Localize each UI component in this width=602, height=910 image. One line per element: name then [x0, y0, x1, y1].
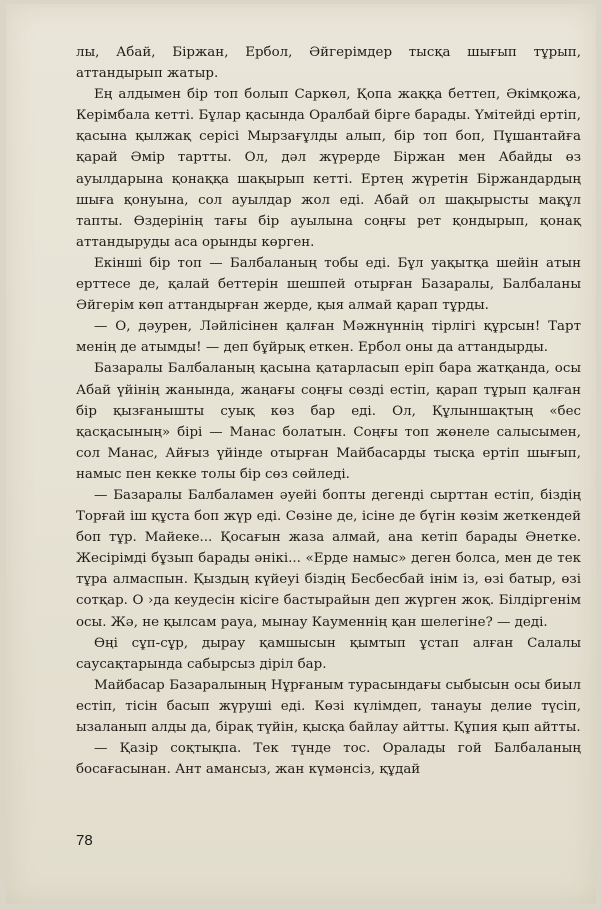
paragraph: — Базаралы Балбаламен әуейі бопты дегенді сырттан естіп, біздің Торғай іш құста боп жүр еді. Сөзіне де, ісіне де бүгін көзім жеткендей боп тұр. Майеке... Қосағын жаза алмай, ана кетіп барады Әнетке. Жесірімді бұзып барады әнікі... «Ерде намыс» деген болса, мен де тек тұра алмаспын. Қыздың күйеуі біздің Бесбесбай інім із, өзі батыр, өзі сотқар. О ›да кеудесін кісіге бастырайын деп жүрген жоқ. Білдіргенім осы. Жә, не қылсам рауа, мынау Кауменнің қан шелегіне? — деді. [76, 487, 581, 630]
paragraph: Ең алдымен бір топ болып Саркөл, Қопа жаққа беттеп, Әкімқожа, Керімбала кетті. Бұлар қасында Оралбай бірге барады. Үмітейді ертіп, қасына қылжақ серісі Мырзағұлды алып, бір топ боп, Пұшантайға қарай Әмір тартты. Ол, дәл жүрерде Біржан мен Абайды өз ауылдарына қонаққа шақырып кетті. Ертең жүретін Біржандардың шыға қонуына, сол ауылдар жол еді. Абай ол шақырысты мақұл тапты. Өздерінің тағы бір ауылына соңғы рет қондырып, қонақ аттандыруды аса орынды көрген. [76, 87, 581, 250]
page-number: 78 [76, 832, 93, 849]
paragraph: — О, дәурен, Ләйлісінен қалған Мәжнүннің тірлігі құрсын! Тарт менің де атымды! — деп бұйрық еткен. Ербол оны да аттандырды. [76, 319, 581, 356]
book-page [6, 4, 596, 904]
page-text [76, 42, 581, 780]
paragraph: Майбасар Базаралының Нұрғаным турасындағы сыбысын осы биыл естіп, тісін басып жүруші еді. Көзі күлімдеп, танауы делие түсіп, ызаланып алды да, бірақ түйін, қысқа байлау айтты. Құпия қып айтты. [76, 677, 581, 735]
paragraph: Өңі сұп-сұр, дырау қамшысын қымтып ұстап алған Салалы саусақтарында сабырсыз діріл бар. [76, 635, 581, 672]
paragraph: Базаралы Балбаланың қасына қатарласып еріп бара жатқанда, осы Абай үйінің жанында, жаңағы соңғы сөзді естіп, қарап тұрып қалған бір қызғанышты суық көз бар еді. Ол, Құлыншақтың «бес қасқасының» бірі — Манас болатын. Соңғы топ жөнеле салысымен, сол Манас, Айғыз үйінде отырған Майбасарды тысқа ертіп шығып, намыс пен кекке толы бір сөз сөйледі. [76, 361, 581, 482]
paragraph: — Қазір соқтықпа. Тек түнде тос. Оралады гой Балбаланың босағасынан. Ант амансыз, жан күмәнсіз, құдай [76, 741, 581, 778]
paragraph-continuation: лы, Абай, Біржан, Ербол, Әйгерімдер тысқа шығып тұрып, аттандырып жатыр. [76, 45, 581, 82]
paragraph: Екінші бір топ — Балбаланың тобы еді. Бұл уақытқа шейін атын ерттесе де, қалай беттерін шешпей отырған Базаралы, Балбаланы Әйгерім көп аттандырған жерде, қыя алмай қарап тұрды. [76, 255, 581, 314]
